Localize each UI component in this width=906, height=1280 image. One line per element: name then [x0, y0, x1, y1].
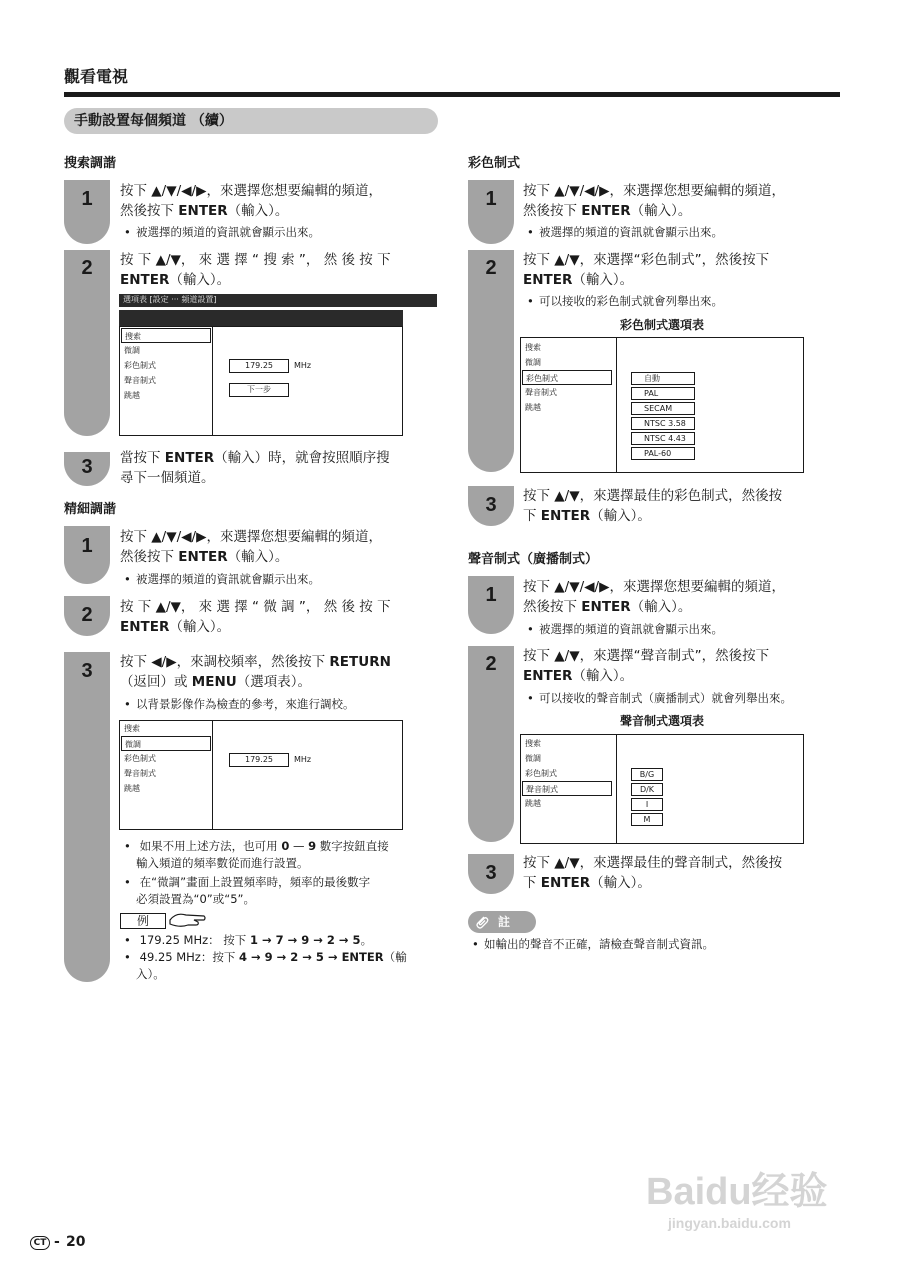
step-text: 按 下 ▲/▼， 來 選 擇 “ 微 調 ”， 然 後 按 下 ENTER（輸入）。	[120, 597, 440, 637]
frequency-unit: MHz	[294, 755, 312, 764]
menu-divider	[212, 326, 213, 436]
option-ntsc-358[interactable]: NTSC 3.58	[631, 417, 695, 430]
step-line: 按下 ▲/▼/◀/▶，來選擇您想要編輯的頻道，	[120, 183, 382, 199]
bullet-text: • 被選擇的頻道的資訊就會顯示出來。	[523, 224, 859, 241]
menu-divider	[212, 720, 213, 830]
baidu-watermark: Baidu经验	[646, 1171, 828, 1213]
menu-item-sound[interactable]: 聲音制式	[522, 781, 612, 796]
menu-item-search[interactable]: 搜索	[124, 724, 140, 733]
bullet-text: • 如果不用上述方法，也可用 0 — 9 數字按鈕直接 輸入頻道的頻率數從而進行設置。	[120, 838, 456, 872]
step-number: 3	[81, 660, 93, 682]
section-title: 手動設置每個頻道 （續）	[64, 108, 438, 134]
frequency-field[interactable]: 179.25	[229, 359, 289, 373]
step-text: 按下 ▲/▼，來選擇最佳的聲音制式，然後按 下 ENTER（輸入）。	[523, 853, 843, 893]
menu-item-list	[121, 328, 211, 403]
step-text: 按下 ▲/▼，來選擇最佳的彩色制式，然後按 下 ENTER（輸入）。	[523, 486, 843, 526]
step-number: 2	[81, 257, 93, 279]
option-auto[interactable]: 自動	[631, 372, 695, 385]
menu-item-search[interactable]: 搜索	[525, 343, 541, 352]
menu-item-sound[interactable]: 聲音制式	[124, 769, 156, 778]
frequency-field[interactable]: 179.25	[229, 753, 289, 767]
step-bar	[468, 250, 514, 472]
step-line: 按下 ▲/▼，來選擇“聲音制式”，然後按下	[523, 648, 770, 664]
menu-divider	[616, 734, 617, 844]
note-badge: 註	[468, 911, 536, 933]
step-text: 按下 ▲/▼/◀/▶，來選擇您想要編輯的頻道， 然後按下 ENTER（輸入）。	[120, 527, 440, 567]
bullet-text: • 被選擇的頻道的資訊就會顯示出來。	[120, 571, 456, 588]
page-title: 觀看電視	[64, 67, 129, 86]
menu-item-skip[interactable]: 跳越	[124, 784, 140, 793]
step-text: 按 下 ▲/▼， 來 選 擇 “ 搜 索 ”， 然 後 按 下 ENTER（輸入）。	[120, 250, 440, 290]
sound-table-title: 聲音制式選項表	[619, 714, 704, 728]
step-number: 3	[81, 456, 93, 478]
menu-item-fine[interactable]: 微調	[525, 358, 541, 367]
menu-item-search[interactable]: 搜索	[525, 739, 541, 748]
step-text: 按下 ▲/▼/◀/▶，來選擇您想要編輯的頻道， 然後按下 ENTER（輸入）。	[120, 181, 440, 221]
page-number: 20	[66, 1234, 86, 1250]
step-line: 按下 ▲/▼，來選擇最佳的聲音制式，然後按	[523, 855, 783, 871]
step-line: 按下 ▲/▼，來選擇最佳的彩色制式，然後按	[523, 488, 783, 504]
step-text: 當按下 ENTER（輸入）時，就會按照順序搜 尋下一個頻道。	[120, 448, 440, 488]
watermark-url: jingyan.baidu.com	[668, 1215, 791, 1231]
bullet-text: • 被選擇的頻道的資訊就會顯示出來。	[523, 621, 859, 638]
sound-option-list	[631, 768, 663, 826]
option-dk[interactable]: D/K	[631, 783, 663, 796]
menu-item-skip[interactable]: 跳越	[525, 799, 541, 808]
step-number: 2	[81, 604, 93, 626]
step-number: 1	[485, 188, 497, 210]
step-line: 按 下 ▲/▼， 來 選 擇 “ 搜 索 ”， 然 後 按 下	[120, 252, 391, 268]
frequency-unit: MHz	[294, 361, 312, 370]
step-line: 按下 ▲/▼/◀/▶，來選擇您想要編輯的頻道，	[523, 579, 785, 595]
menu-item-fine[interactable]: 微調	[525, 754, 541, 763]
step-line: 按 下 ▲/▼， 來 選 擇 “ 微 調 ”， 然 後 按 下	[120, 599, 391, 615]
step-text: 按下 ▲/▼/◀/▶，來選擇您想要編輯的頻道， 然後按下 ENTER（輸入）。	[523, 577, 843, 617]
color-option-list	[631, 372, 695, 460]
option-bg[interactable]: B/G	[631, 768, 663, 781]
step-number: 3	[485, 494, 497, 516]
menu-item-list	[522, 736, 612, 811]
step-text: 按下 ▲/▼，來選擇“聲音制式”，然後按下 ENTER（輸入）。	[523, 646, 843, 686]
menu-item-search[interactable]: 搜索	[121, 328, 211, 343]
option-ntsc-443[interactable]: NTSC 4.43	[631, 432, 695, 445]
bullet-text: • 可以接收的彩色制式就會列舉出來。	[523, 293, 859, 310]
option-m[interactable]: M	[631, 813, 663, 826]
example-label: 例	[120, 913, 166, 929]
menu-header-band	[119, 310, 403, 326]
step-number: 1	[81, 188, 93, 210]
option-i[interactable]: I	[631, 798, 663, 811]
step-bar	[64, 652, 110, 982]
example-line: • 179.25 MHz： 按下 1 → 7 → 9 → 2 → 5。	[120, 932, 456, 949]
header-rule	[64, 92, 840, 97]
step-number: 1	[81, 535, 93, 557]
menu-divider	[616, 337, 617, 473]
menu-item-sound[interactable]: 聲音制式	[525, 388, 557, 397]
language-badge: CT	[30, 1236, 50, 1250]
option-pal-60[interactable]: PAL-60	[631, 447, 695, 460]
menu-item-sound[interactable]: 聲音制式	[124, 376, 156, 385]
next-button[interactable]: 下一步	[229, 383, 289, 397]
step-line: 按下 ▲/▼/◀/▶，來選擇您想要編輯的頻道，	[523, 183, 785, 199]
menu-item-fine[interactable]: 微調	[121, 736, 211, 751]
bullet-text: • 被選擇的頻道的資訊就會顯示出來。	[120, 224, 456, 241]
step-number: 1	[485, 584, 497, 606]
color-table-title: 彩色制式選項表	[619, 318, 704, 332]
color-system-heading: 彩色制式	[468, 156, 521, 171]
bullet-text: • 在“微調”畫面上設置頻率時，頻率的最後數字 必須設置為“0”或“5”。	[120, 874, 456, 908]
bullet-text: • 以背景影像作為檢查的參考，來進行調校。	[120, 696, 456, 713]
menu-item-color[interactable]: 彩色制式	[124, 754, 156, 763]
menu-item-list	[121, 721, 211, 796]
step-line: 按下 ▲/▼/◀/▶，來選擇您想要編輯的頻道，	[120, 529, 382, 545]
paperclip-icon	[474, 914, 490, 930]
page-dash: -	[54, 1234, 60, 1250]
step-number: 2	[485, 257, 497, 279]
search-tuning-heading: 搜索調諧	[64, 156, 117, 171]
step-line: 按下 ▲/▼，來選擇“彩色制式”，然後按下	[523, 252, 770, 268]
step-text: 按下 ▲/▼/◀/▶，來選擇您想要編輯的頻道， 然後按下 ENTER（輸入）。	[523, 181, 843, 221]
fine-tuning-heading: 精細調諧	[64, 502, 117, 517]
menu-item-skip[interactable]: 跳越	[124, 391, 140, 400]
menu-item-color[interactable]: 彩色制式	[522, 370, 612, 385]
step-number: 3	[485, 862, 497, 884]
pointing-hand-icon	[168, 910, 208, 930]
menu-item-list	[522, 340, 612, 415]
step-text: 按下 ▲/▼，來選擇“彩色制式”，然後按下 ENTER（輸入）。	[523, 250, 843, 290]
step-number: 2	[485, 653, 497, 675]
step-line: 尋下一個頻道。	[120, 470, 215, 486]
example-line: • 49.25 MHz：按下 4 → 9 → 2 → 5 → ENTER（輸 入）。	[120, 949, 456, 983]
menu-title-bar: 選項表 [設定 ··· 頻道設置]	[119, 294, 437, 307]
menu-item-color[interactable]: 彩色制式	[525, 769, 557, 778]
menu-item-fine[interactable]: 微調	[124, 346, 140, 355]
sound-system-heading: 聲音制式（廣播制式）	[468, 552, 599, 567]
step-text: 按下 ◀/▶，來調校頻率，然後按下 RETURN （返回）或 MENU（選項表）。	[120, 654, 391, 690]
menu-item-skip[interactable]: 跳越	[525, 403, 541, 412]
option-secam[interactable]: SECAM	[631, 402, 695, 415]
bullet-text: • 可以接收的聲音制式（廣播制式）就會列舉出來。	[523, 690, 869, 707]
note-text: • 如輸出的聲音不正確，請檢查聲音制式資訊。	[468, 936, 844, 953]
menu-item-color[interactable]: 彩色制式	[124, 361, 156, 370]
option-pal[interactable]: PAL	[631, 387, 695, 400]
